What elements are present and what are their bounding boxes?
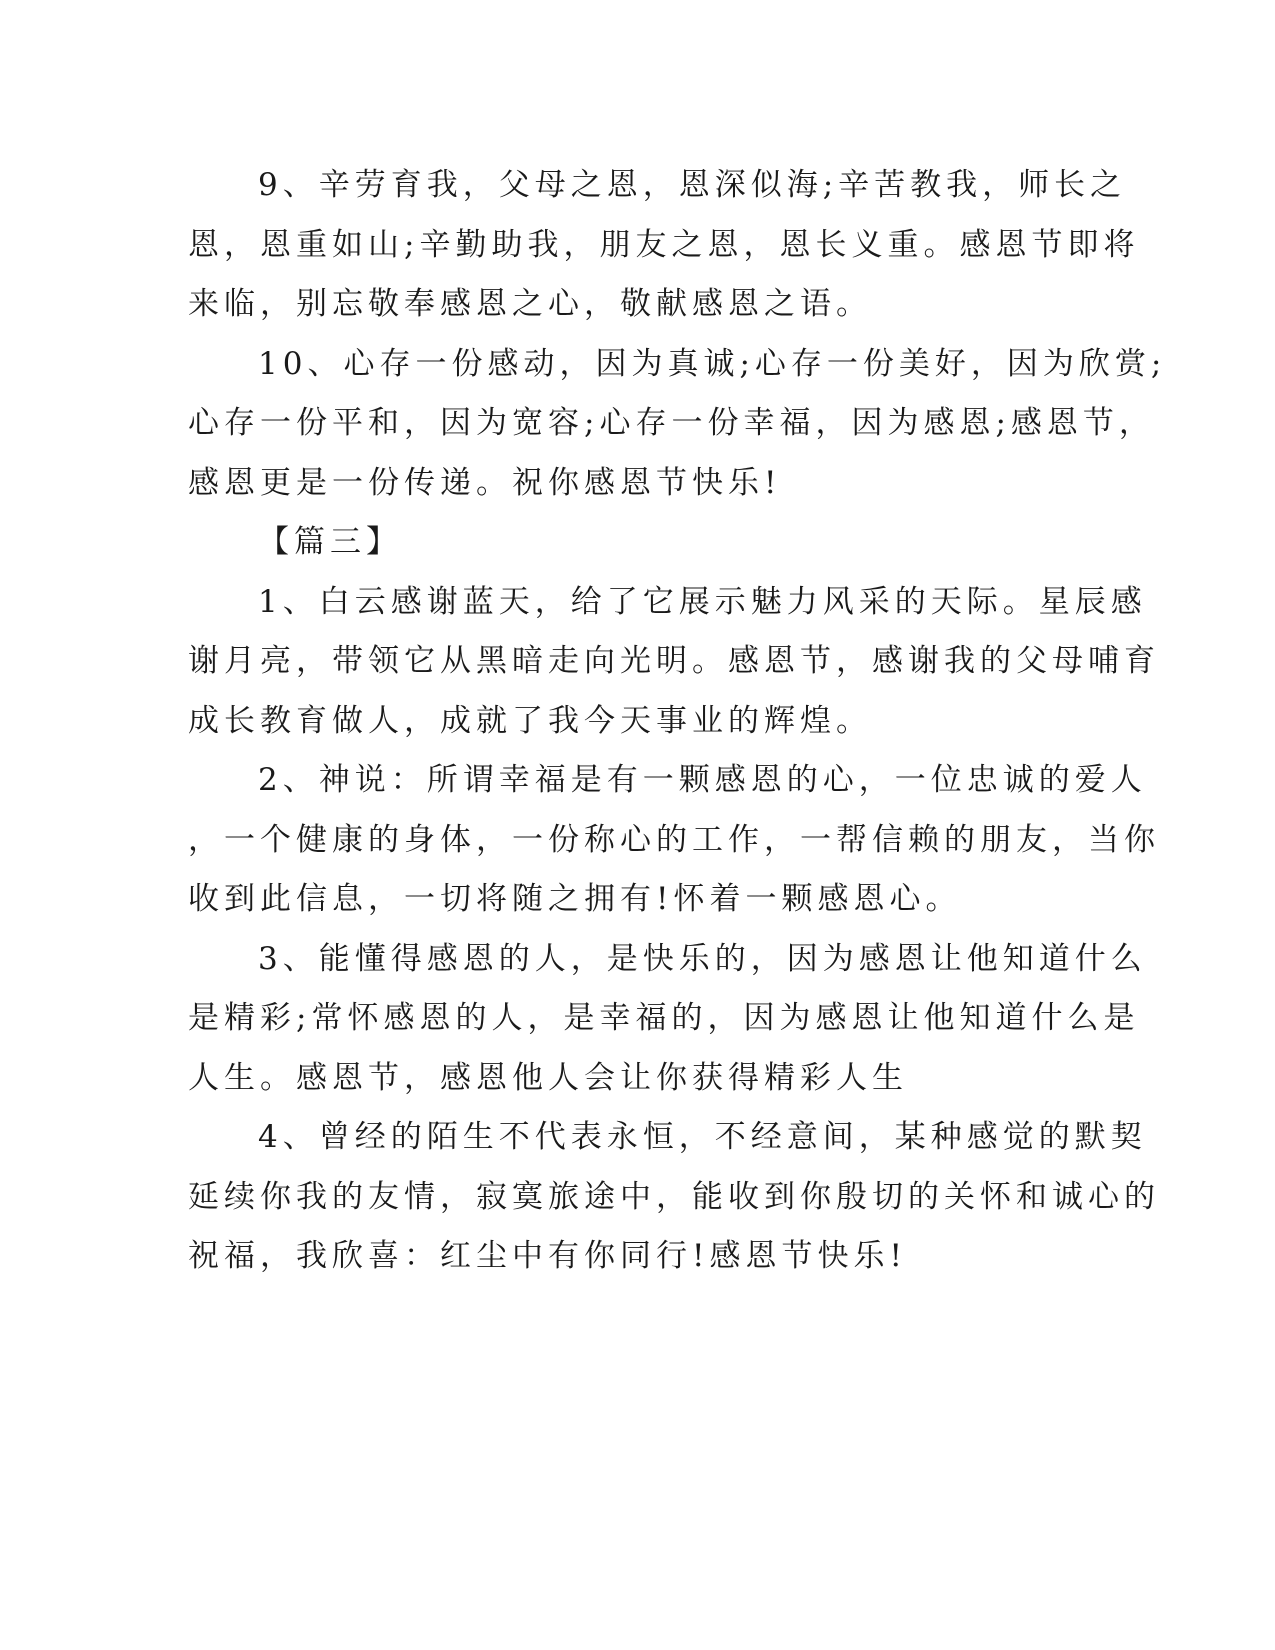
paragraph-3-line-2: 是精彩;常怀感恩的人，是幸福的，因为感恩让他知道什么是 — [188, 1000, 1140, 1036]
document-body — [188, 156, 1167, 1287]
paragraph-9-line-2: 恩，恩重如山;辛勤助我，朋友之恩，恩长义重。感恩节即将 — [188, 226, 1140, 263]
paragraph-3-line-1: 3、能懂得感恩的人，是快乐的，因为感恩让他知道什么 — [258, 940, 1147, 977]
paragraph-9-line-3: 来临，别忘敬奉感恩之心，敬献感恩之语。 — [188, 286, 872, 322]
paragraph-4-line-2: 延续你我的友情，寂寞旅途中，能收到你殷切的关怀和诚心的 — [188, 1178, 1160, 1215]
paragraph-10-line-2: 心存一份平和，因为宽容;心存一份幸福，因为感恩;感恩节， — [188, 405, 1155, 441]
paragraph-4-line-3: 祝福，我欣喜：红尘中有你同行!感恩节快乐! — [188, 1238, 907, 1274]
paragraph-1-line-3: 成长教育做人，成就了我今天事业的辉煌。 — [188, 702, 872, 739]
paragraph-4-line-1: 4、曾经的陌生不代表永恒，不经意间，某种感觉的默契 — [258, 1119, 1147, 1155]
paragraph-2-line-1: 2、神说：所谓幸福是有一颗感恩的心，一位忠诚的爱人 — [258, 762, 1147, 798]
paragraph-2-line-2: ，一个健康的身体，一份称心的工作，一帮信赖的朋友，当你 — [188, 821, 1160, 858]
paragraph-10-line-3: 感恩更是一份传递。祝你感恩节快乐! — [188, 464, 782, 501]
paragraph-10-line-1: 10、心存一份感动，因为真诚;心存一份美好，因为欣赏; — [258, 345, 1167, 382]
paragraph-9-line-1: 9、辛劳育我，父母之恩，恩深似海;辛苦教我，师长之 — [258, 167, 1127, 203]
section-heading: 【篇三】 — [258, 524, 402, 560]
paragraph-3-line-3: 人生。感恩节，感恩他人会让你获得精彩人生 — [188, 1059, 908, 1096]
paragraph-2-line-3: 收到此信息，一切将随之拥有!怀着一颗感恩心。 — [188, 881, 962, 917]
paragraph-1-line-1: 1、白云感谢蓝天，给了它展示魅力风采的天际。星辰感 — [258, 583, 1147, 620]
paragraph-1-line-2: 谢月亮，带领它从黑暗走向光明。感恩节，感谢我的父母哺育 — [188, 643, 1160, 679]
